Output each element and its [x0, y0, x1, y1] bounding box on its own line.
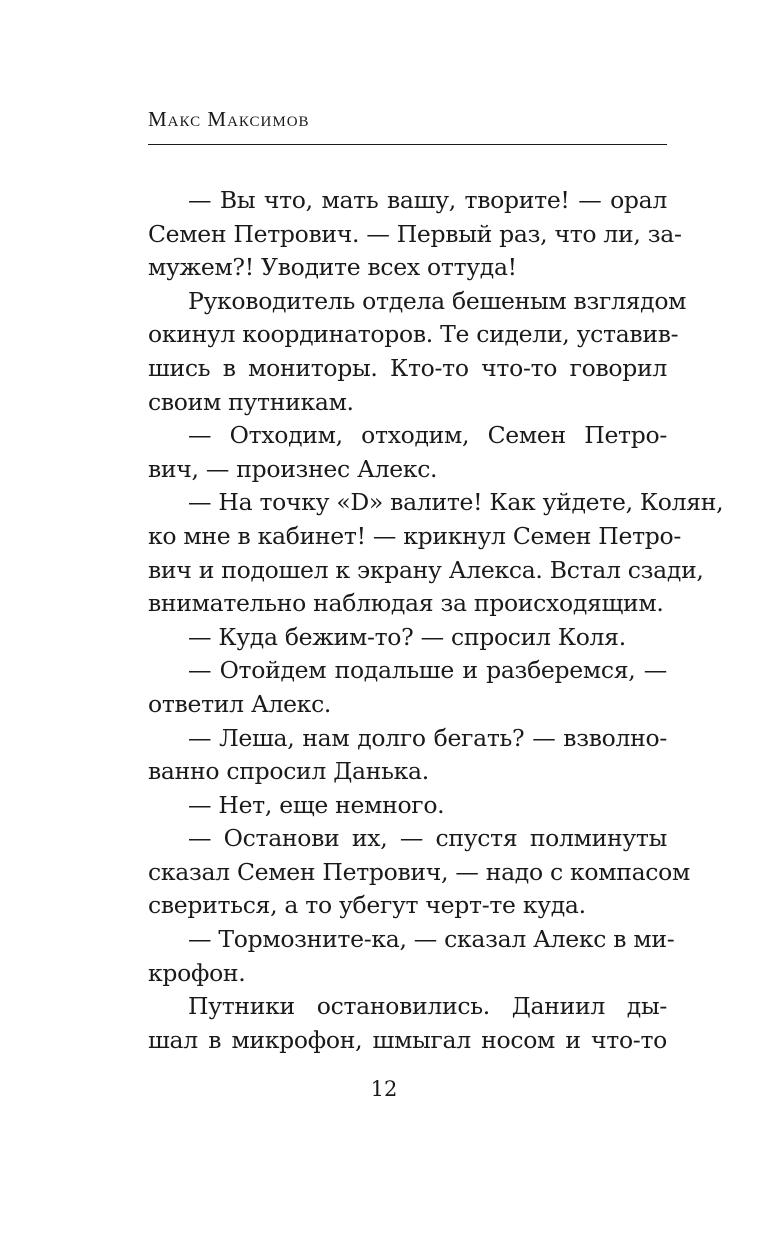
text-line: крофон.: [148, 958, 246, 987]
text-line: — Вы что, мать вашу, творите! — орал: [188, 186, 667, 214]
text-line: — Нет, еще немного.: [188, 790, 445, 819]
text-line: — На точку «D» валите! Как уйдете, Колян,: [188, 488, 724, 517]
text-line: своим путникам.: [148, 387, 354, 416]
text-line: окинул координаторов. Те сидели, уставив-: [148, 320, 679, 349]
page-number: 12: [370, 1077, 398, 1101]
text-line: — Останови их, — спустя полминуты: [188, 824, 667, 853]
text-line: ко мне в кабинет! — крикнул Семен Петро-: [148, 521, 681, 550]
text-line: Семен Петрович. — Первый раз, что ли, за-: [148, 219, 682, 248]
text-line: шал в микрофон, шмыгал носом и что-то: [148, 1025, 667, 1054]
text-line: Путники остановились. Даниил ды-: [188, 992, 667, 1021]
text-line: ванно спросил Данька.: [148, 757, 429, 786]
text-line: — Куда бежим-то? — спросил Коля.: [188, 622, 626, 651]
text-line: вич и подошел к экрану Алекса. Встал сзади,: [148, 555, 704, 584]
text-line: Руководитель отдела бешеным взглядом: [188, 286, 687, 315]
header-rule: [148, 144, 667, 145]
text-line: мужем?! Уводите всех оттуда!: [148, 253, 517, 282]
text-line: вич, — произнес Алекс.: [148, 454, 438, 483]
text-line: — Отойдем подальше и разберемся, —: [188, 656, 667, 685]
running-head: Макс Максимов: [148, 107, 310, 131]
text-line: сказал Семен Петрович, — надо с компасом: [148, 857, 690, 886]
text-line: шись в мониторы. Кто-то что-то говорил: [148, 353, 667, 382]
text-line: — Леша, нам долго бегать? — взволно-: [188, 723, 667, 752]
text-line: — Тормозните-ка, — сказал Алекс в ми-: [188, 925, 675, 954]
text-line: свериться, а то убегут черт-те куда.: [148, 891, 586, 920]
text-line: ответил Алекс.: [148, 689, 332, 718]
text-line: внимательно наблюдая за происходящим.: [148, 589, 664, 618]
body-text: [148, 184, 724, 1057]
text-line: — Отходим, отходим, Семен Петро-: [188, 421, 667, 450]
